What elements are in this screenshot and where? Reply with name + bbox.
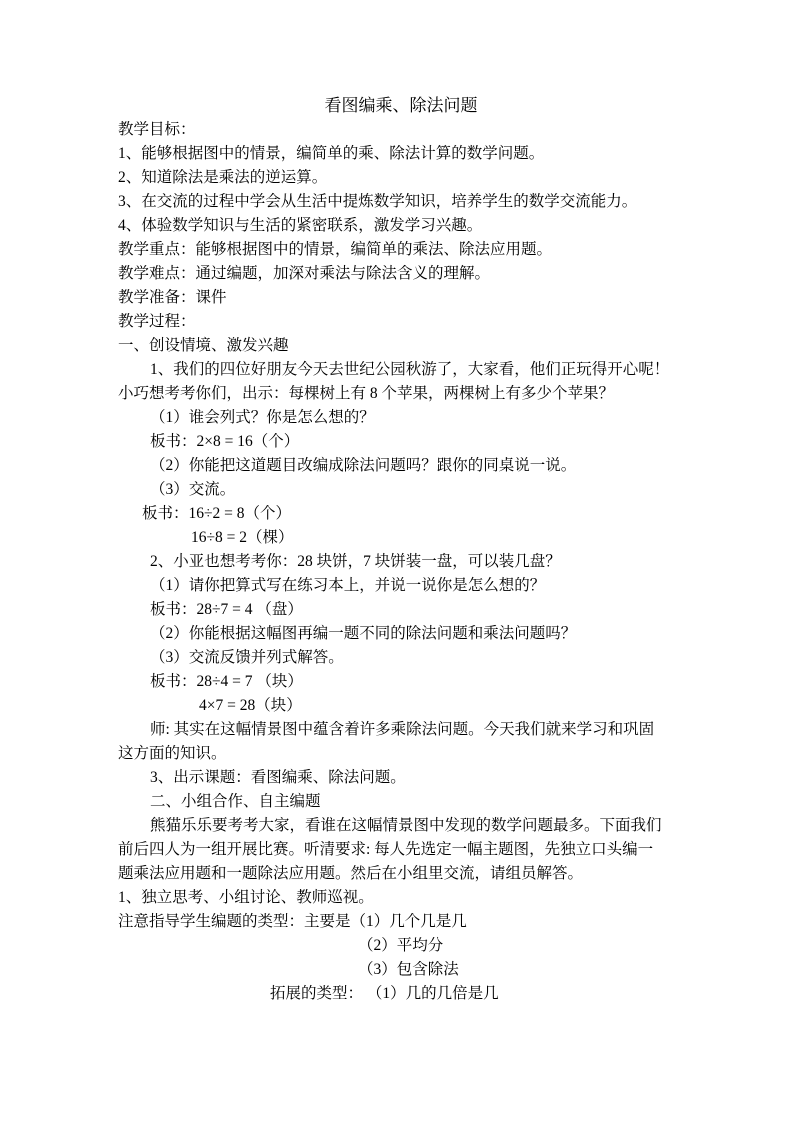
text-line: 二、小组合作、自主编题 <box>150 793 321 810</box>
text-line: 一、创设情境、激发兴趣 <box>118 337 289 354</box>
text-line: 1、独立思考、小组讨论、教师巡视。 <box>118 889 374 906</box>
text-line: 这方面的知识。 <box>118 745 227 762</box>
document-body <box>118 94 684 1006</box>
text-line: 4、体验数学知识与生活的紧密联系，激发学习兴趣。 <box>118 217 483 234</box>
text-line: 4×7 = 28（块） <box>199 697 302 714</box>
text-line: 板书：2×8 = 16（个） <box>150 433 300 450</box>
text-line: 3、出示课题：看图编乘、除法问题。 <box>150 769 406 786</box>
page-title: 看图编乘、除法问题 <box>324 96 478 115</box>
text-line: 教学过程： <box>118 313 196 330</box>
text-line: （2）平均分 <box>358 937 444 954</box>
text-line: 小巧想考考你们，出示：每棵树上有 8 个苹果，两棵树上有多少个苹果？ <box>118 385 615 402</box>
text-line: 2、知道除法是乘法的逆运算。 <box>118 169 328 186</box>
text-line: 板书：28÷7 = 4 （盘） <box>150 601 303 618</box>
text-line: 师: 其实在这幅情景图中蕴含着许多乘除法问题。今天我们就来学习和巩固 <box>150 721 655 738</box>
text-line: 拓展的类型： （1）几的几倍是几 <box>270 985 499 1002</box>
text-line: （1）请你把算式写在练习本上，并说一说你是怎么想的？ <box>150 577 546 594</box>
text-line: 前后四人为一组开展比赛。听清要求: 每人先选定一幅主题图，先独立口头编一 <box>118 841 654 858</box>
text-line: 2、小亚也想考考你：28 块饼，7 块饼装一盘，可以装几盘？ <box>150 553 561 570</box>
text-line: （1）谁会列式？你是怎么想的？ <box>150 409 375 426</box>
text-line: 3、在交流的过程中学会从生活中提炼数学知识，培养学生的数学交流能力。 <box>118 193 638 210</box>
text-line: （3）包含除法 <box>358 961 459 978</box>
text-line: （2）你能把这道题目改编成除法问题吗？跟你的同桌说一说。 <box>150 457 577 474</box>
text-line: （2）你能根据这幅图再编一题不同的除法问题和乘法问题吗？ <box>150 625 577 642</box>
text-line: 教学目标： <box>118 121 196 138</box>
text-line: 板书：28÷4 = 7 （块） <box>150 673 303 690</box>
text-line: 1、我们的四位好朋友今天去世纪公园秋游了，大家看，他们正玩得开心呢！ <box>150 361 670 378</box>
text-line: 题乘法应用题和一题除法应用题。然后在小组里交流，请组员解答。 <box>118 865 584 882</box>
text-line: 注意指导学生编题的类型：主要是（1）几个几是几 <box>118 913 467 930</box>
text-line: 熊猫乐乐要考考大家，看谁在这幅情景图中发现的数学问题最多。下面我们 <box>150 817 662 834</box>
text-line: 教学重点：能够根据图中的情景，编简单的乘法、除法应用题。 <box>118 241 553 258</box>
text-line: 16÷8 = 2（棵） <box>191 529 294 546</box>
text-line: 1、能够根据图中的情景，编简单的乘、除法计算的数学问题。 <box>118 145 545 162</box>
text-line: （3）交流反馈并列式解答。 <box>150 649 344 666</box>
text-line: 教学难点：通过编题，加深对乘法与除法含义的理解。 <box>118 265 491 282</box>
text-line: 教学准备：课件 <box>118 289 227 306</box>
text-line: （3）交流。 <box>150 481 236 498</box>
text-line: 板书：16÷2 = 8（个） <box>142 505 291 522</box>
